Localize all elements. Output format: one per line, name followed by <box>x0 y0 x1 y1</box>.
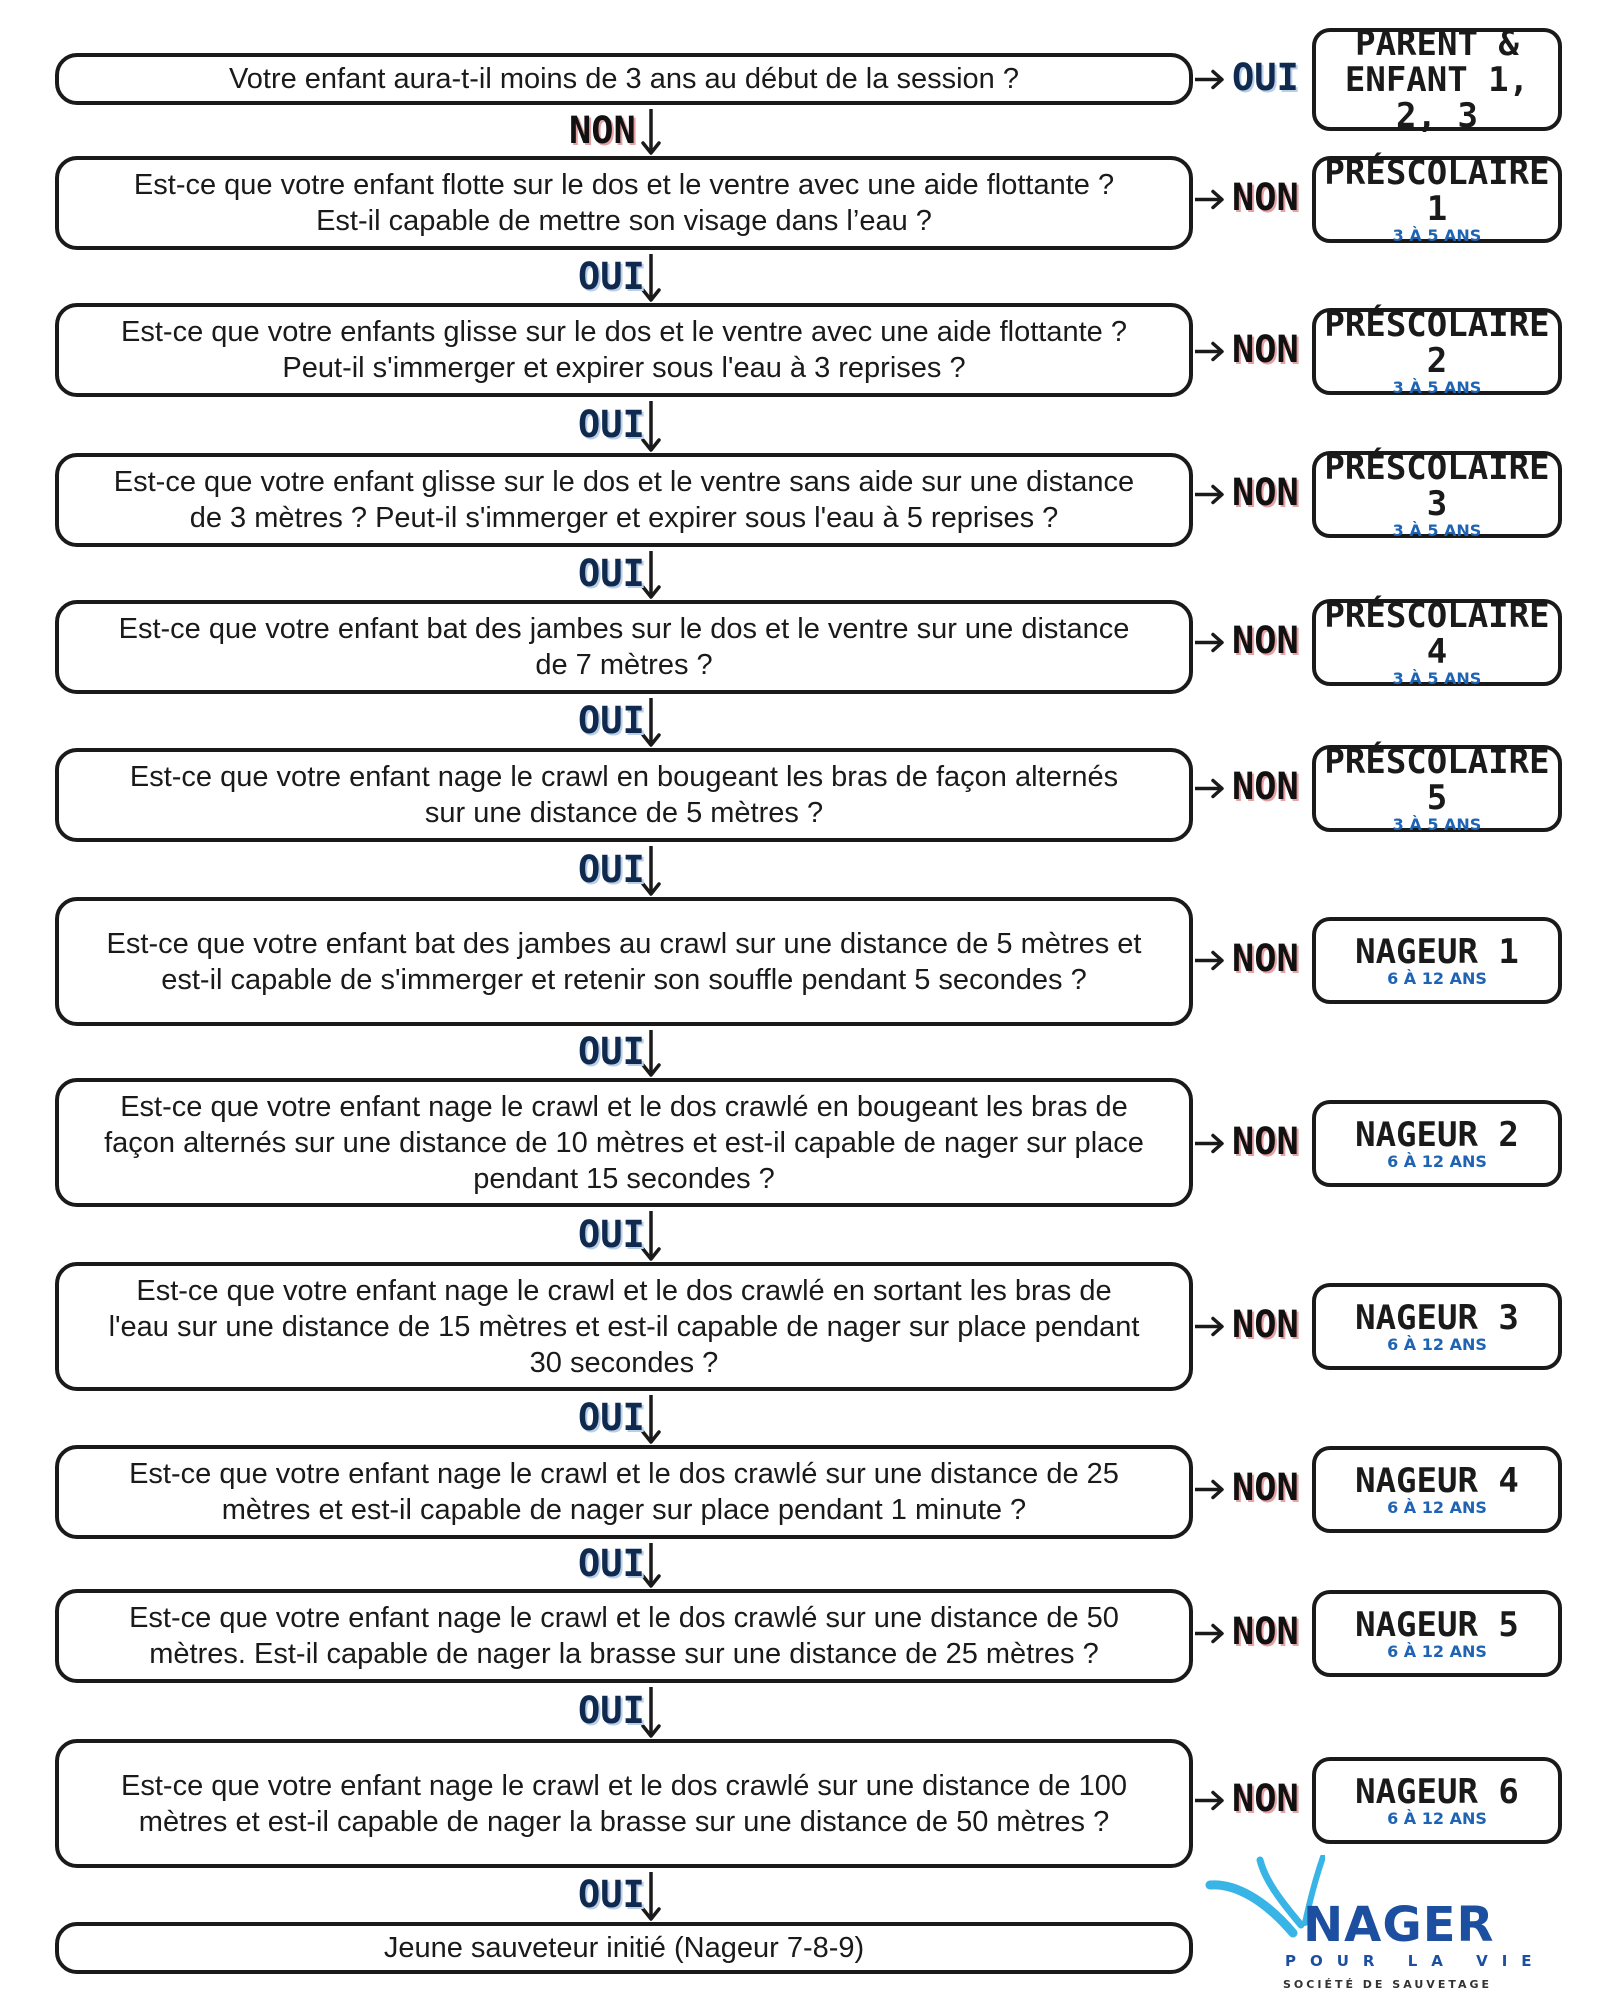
between-label-non: NON <box>569 108 636 152</box>
question-box <box>55 1078 1193 1207</box>
nager-pour-la-vie-logo <box>1205 1855 1546 2000</box>
question-box <box>55 156 1193 250</box>
question-box <box>55 303 1193 397</box>
answer-label-non: NON <box>1232 936 1299 980</box>
question-box <box>55 1262 1193 1391</box>
between-label-oui: OUI <box>578 551 645 595</box>
level-title: NAGEUR 1 <box>1355 931 1519 972</box>
level-box <box>1312 595 1562 688</box>
between-label-oui: OUI <box>578 403 645 446</box>
answer-label-oui: OUI <box>1232 55 1299 99</box>
level-age-range: 6 À 12 ANS <box>1387 1497 1487 1517</box>
question-text: Est-ce que votre enfants glisse sur le dos et le ventre avec une aide flottante ? Peut-il s'immerger et expirer sous l'eau à 3 reprises ? <box>121 316 1127 384</box>
level-box <box>1312 447 1562 540</box>
question-text: Est-ce que votre enfant glisse sur le dos et le ventre sans aide sur une distance de 3 mètres ? Peut-il s'immerger et expirer sous l'eau à 5 reprises ? <box>113 466 1135 534</box>
level-age-range: 3 À 5 ANS <box>1392 520 1482 540</box>
level-box <box>1312 741 1562 834</box>
level-box <box>1312 23 1562 136</box>
answer-label-non: NON <box>1232 618 1299 662</box>
answer-label-non: NON <box>1232 1776 1299 1820</box>
between-label-oui: OUI <box>578 847 645 891</box>
question-box <box>55 897 1193 1026</box>
level-age-range: 3 À 5 ANS <box>1392 225 1482 245</box>
level-title: PRÉSCOLAIRE 2 <box>1324 304 1550 381</box>
level-box <box>1312 917 1562 1004</box>
level-age-range: 6 À 12 ANS <box>1387 1151 1487 1171</box>
level-title: NAGEUR 2 <box>1355 1114 1519 1155</box>
question-text: Est-ce que votre enfant bat des jambes sur le dos et le ventre sur une distance de 7 mètres ? <box>118 613 1130 681</box>
level-box <box>1312 304 1562 397</box>
level-title: PRÉSCOLAIRE 4 <box>1324 595 1550 672</box>
answer-label-non: NON <box>1232 470 1299 514</box>
level-title: PRÉSCOLAIRE 1 <box>1324 152 1550 229</box>
between-label-oui: OUI <box>578 1689 645 1732</box>
level-age-range: 3 À 5 ANS <box>1392 377 1482 397</box>
level-box <box>1312 152 1562 245</box>
logo-organization: SOCIÉTÉ DE SAUVETAGE <box>1283 1978 1493 1991</box>
level-title: NAGEUR 3 <box>1355 1297 1519 1338</box>
question-box <box>55 453 1193 547</box>
answer-label-non: NON <box>1232 1119 1299 1163</box>
level-age-range: 6 À 12 ANS <box>1387 1808 1487 1828</box>
level-title: PRÉSCOLAIRE 5 <box>1324 741 1550 818</box>
between-label-oui: OUI <box>578 1873 645 1916</box>
question-box <box>55 1445 1193 1539</box>
question-box <box>55 53 1193 105</box>
level-age-range: 6 À 12 ANS <box>1387 968 1487 988</box>
question-text: Votre enfant aura-t-il moins de 3 ans au début de la session ? <box>229 63 1019 95</box>
question-text: Est-ce que votre enfant nage le crawl et le dos crawlé sur une distance de 100 mètres et est-il capable de nager la brasse sur une distance de 50 mètres ? <box>121 1769 1127 1838</box>
question-text: Est-ce que votre enfant nage le crawl et le dos crawlé sur une distance de 25 mètres et est-il capable de nager sur place pendant 1 minute ? <box>129 1458 1119 1526</box>
question-box <box>55 1739 1193 1868</box>
final-box <box>55 1922 1193 1974</box>
between-label-oui: OUI <box>578 699 645 742</box>
level-title: NAGEUR 5 <box>1355 1604 1519 1645</box>
question-text: Est-ce que votre enfant bat des jambes au crawl sur une distance de 5 mètres et est-il capable de s'immerger et retenir son souffle pendant 5 secondes ? <box>106 927 1142 996</box>
question-box <box>55 1589 1193 1683</box>
level-box <box>1312 1100 1562 1187</box>
question-box <box>55 600 1193 694</box>
question-text: Est-ce que votre enfant nage le crawl et le dos crawlé sur une distance de 50 mètres. Est-il capable de nager la brasse sur une distance de 25 mètres ? <box>129 1602 1119 1670</box>
logo-wordmark: NAGER <box>1303 1897 1495 1953</box>
answer-label-non: NON <box>1232 1465 1299 1509</box>
answer-label-non: NON <box>1232 764 1299 808</box>
level-title: NAGEUR 4 <box>1355 1460 1519 1501</box>
logo-tagline: POUR LA VIE <box>1285 1952 1546 1970</box>
question-text: Est-ce que votre enfant nage le crawl en bougeant les bras de façon alternés sur une distance de 5 mètres ? <box>129 761 1119 829</box>
level-box <box>1312 1283 1562 1370</box>
answer-label-non: NON <box>1232 1609 1299 1653</box>
level-box <box>1312 1446 1562 1533</box>
level-age-range: 6 À 12 ANS <box>1387 1641 1487 1661</box>
level-title: NAGEUR 6 <box>1355 1771 1519 1812</box>
level-title: PARENT & ENFANT 1, 2, 3 <box>1344 23 1530 136</box>
level-box <box>1312 1757 1562 1844</box>
between-label-oui: OUI <box>578 254 645 298</box>
answer-label-non: NON <box>1232 327 1299 371</box>
between-label-oui: OUI <box>578 1542 645 1585</box>
level-age-range: 6 À 12 ANS <box>1387 1334 1487 1354</box>
question-text: Est-ce que votre enfant nage le crawl et le dos crawlé en bougeant les bras de façon alternés sur une distance de 10 mètres et est-il capable de nager sur place pendant 15 secondes ? <box>104 1090 1144 1195</box>
question-text: Est-ce que votre enfant nage le crawl et le dos crawlé en sortant les bras de l'eau sur une distance de 15 mètres et est-il capable de nager sur place pendant 30 secondes ? <box>108 1274 1140 1379</box>
between-label-oui: OUI <box>578 1396 645 1439</box>
level-age-range: 3 À 5 ANS <box>1392 814 1482 834</box>
question-box <box>55 748 1193 842</box>
level-age-range: 3 À 5 ANS <box>1392 668 1482 688</box>
between-label-oui: OUI <box>578 1212 645 1256</box>
level-box <box>1312 1590 1562 1677</box>
final-text: Jeune sauveteur initié (Nageur 7-8-9) <box>383 1932 865 1964</box>
answer-label-non: NON <box>1232 175 1299 219</box>
level-title: PRÉSCOLAIRE 3 <box>1324 447 1550 524</box>
answer-label-non: NON <box>1232 1302 1299 1346</box>
question-text: Est-ce que votre enfant flotte sur le dos et le ventre avec une aide flottante ? Est-il capable de mettre son visage dans l’eau ? <box>133 169 1115 237</box>
between-label-oui: OUI <box>578 1030 645 1073</box>
